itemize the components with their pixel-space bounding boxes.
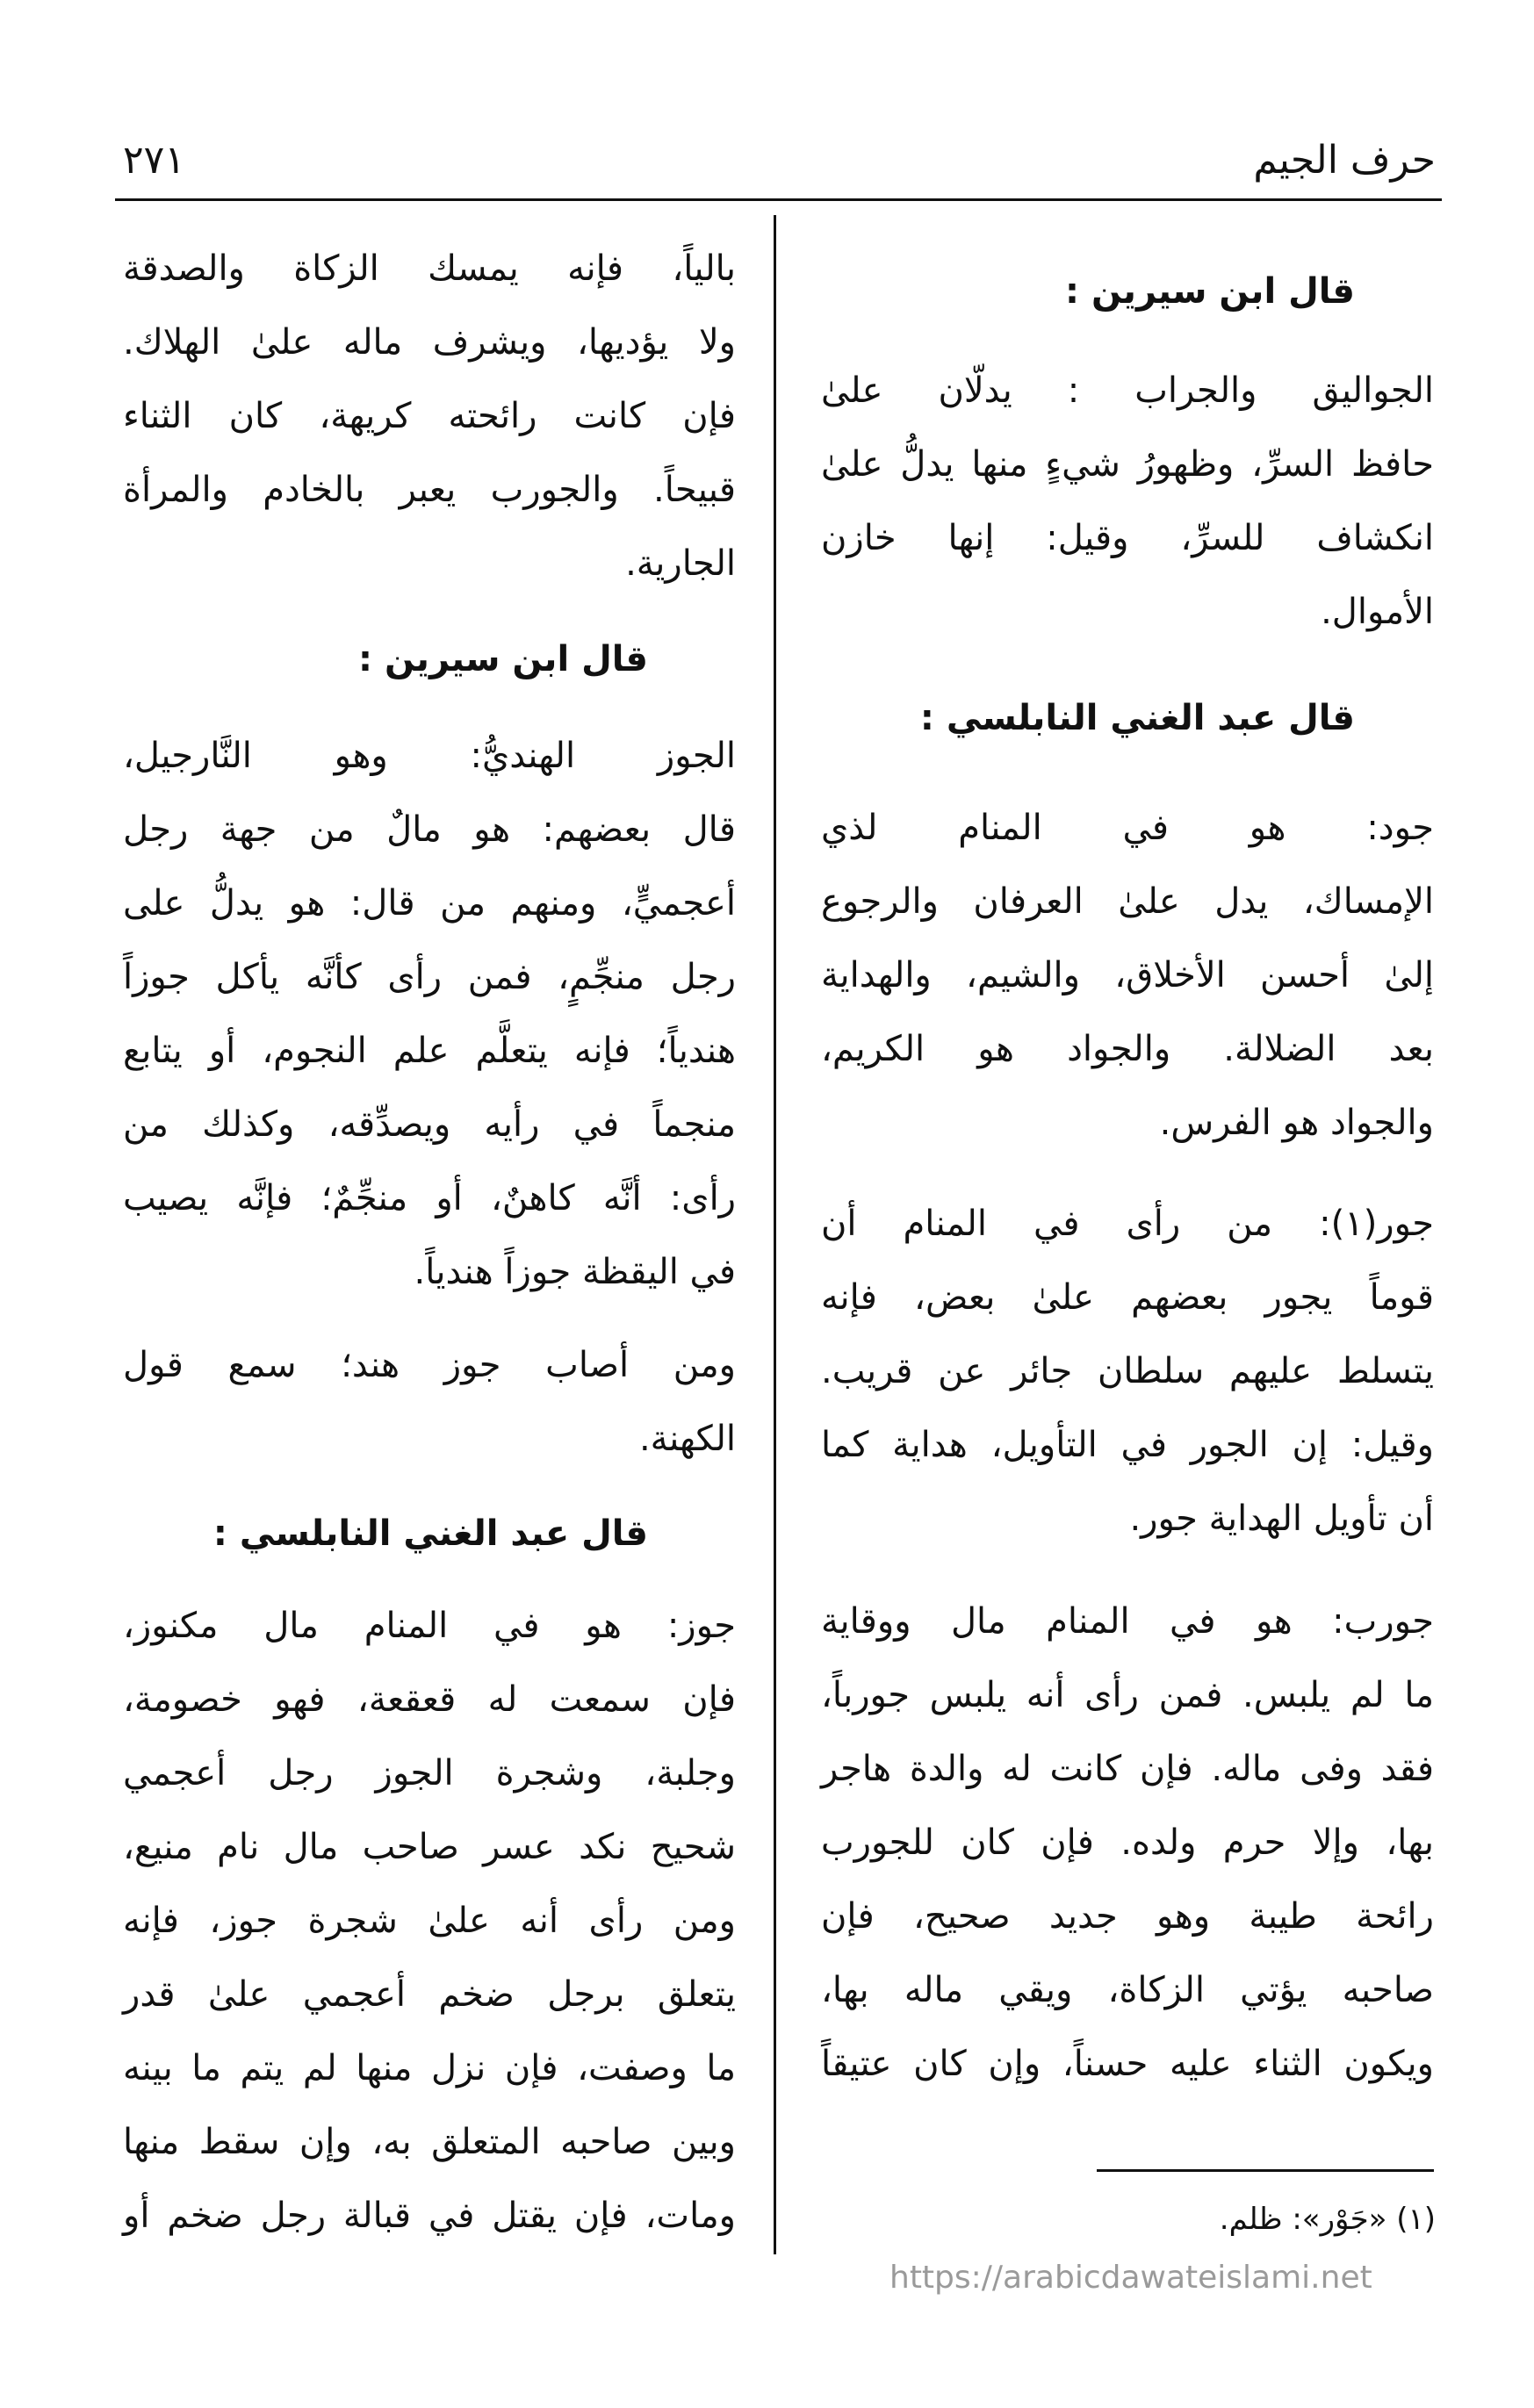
text-line: أعجميٍّ، ومنهم من قال: هو يدلُّ على	[123, 883, 736, 924]
text-line: بعد الضلالة. والجواد هو الكريم،	[821, 1029, 1434, 1069]
text-line: الكهنة.	[638, 1419, 736, 1459]
section-heading	[821, 681, 1434, 755]
footnote-rule	[1097, 2169, 1434, 2172]
text-line: يتسلط عليهم سلطان جائر عن قريب.	[821, 1351, 1434, 1391]
text-line: قال ابن سيرين :	[358, 639, 648, 679]
running-header-title: حرف الجيم	[1253, 138, 1436, 183]
text-line: يتعلق برجل ضخم أعجمي علىٰ قدر	[123, 1974, 736, 2015]
text-line: وقيل: إن الجور في التأويل، هداية كما	[821, 1425, 1434, 1465]
text-line: جورب: هو في المنام مال ووقاية	[821, 1601, 1434, 1642]
text-line: قال ابن سيرين :	[1065, 271, 1355, 312]
text-line: وجلبة، وشجرة الجوز رجل أعجمي	[123, 1753, 736, 1793]
paragraph	[821, 1585, 1434, 2101]
text-line: منجماً في رأيه ويصدِّقه، وكذلك من	[123, 1104, 736, 1145]
text-line: فإن كانت رائحته كريهة، كان الثناء	[123, 396, 736, 436]
text-line: والجواد هو الفرس.	[1159, 1103, 1434, 1143]
text-line: الجواليق والجراب : يدلّان علىٰ	[821, 370, 1434, 411]
paragraph	[123, 719, 736, 1309]
text-line: الأموال.	[1321, 592, 1434, 632]
paragraph	[821, 1187, 1434, 1556]
text-line: جوز: هو في المنام مال مكنوز،	[123, 1606, 736, 1646]
text-line: الجوز الهنديُّ: وهو النَّارجيل،	[123, 736, 736, 776]
text-line: رأى: أنَّه كاهنٌ، أو منجِّمٌ؛ فإنَّه يصيب	[123, 1178, 736, 1218]
text-line: الإمساك، يدل علىٰ العرفان والرجوع	[821, 881, 1434, 922]
text-line: هندياً؛ فإنه يتعلَّم علم النجوم، أو يتابع	[123, 1031, 736, 1071]
text-line: قوماً يجور بعضهم علىٰ بعض، فإنه	[821, 1277, 1434, 1318]
text-line: الجارية.	[625, 543, 736, 584]
text-line: بها، وإلا حرم ولده. فإن كان للجورب	[821, 1822, 1434, 1863]
text-line: في اليقظة جوزاً هندياً.	[414, 1252, 736, 1292]
paragraph	[123, 232, 736, 600]
paragraph	[821, 791, 1434, 1160]
paragraph	[123, 1328, 736, 1476]
text-line: ويكون الثناء عليه حسناً، وإن كان عتيقاً	[821, 2044, 1434, 2084]
left-column	[123, 0, 736, 2408]
text-line: ومن رأى أنه علىٰ شجرة جوز، فإنه	[123, 1901, 736, 1941]
section-heading	[821, 255, 1434, 328]
text-line: وبين صاحبه المتعلق به، وإن سقط منها	[123, 2122, 736, 2162]
text-line: رجل منجِّمٍ، فمن رأى كأنَّه يأكل جوزاً	[123, 957, 736, 997]
footnote: (١) «جَوْر»: ظلم.	[1219, 2202, 1436, 2237]
text-line: جود: هو في المنام لذي	[821, 808, 1434, 848]
text-line: قال بعضهم: هو مالٌ من جهة رجل	[123, 809, 736, 850]
text-line: ومن أصاب جوز هند؛ سمع قول	[123, 1345, 736, 1385]
paragraph	[821, 354, 1434, 649]
text-line: أن تأويل الهداية جور.	[1129, 1499, 1434, 1539]
text-line: رائحة طيبة وهو جديد صحيح، فإن	[821, 1896, 1434, 1937]
text-line: بالياً، فإنه يمسك الزكاة والصدقة	[123, 248, 736, 289]
text-line: جور(١): من رأى في المنام أن	[821, 1204, 1434, 1244]
column-divider	[774, 215, 776, 2254]
text-line: ما وصفت، فإن نزل منها لم يتم ما بينه	[123, 2048, 736, 2088]
text-line: شحيح نكد عسر صاحب مال نام منيع،	[123, 1827, 736, 1867]
text-line: صاحبه يؤتي الزكاة، ويقي ماله بها،	[821, 1970, 1434, 2010]
right-column	[821, 0, 1434, 2408]
text-line: قبيحاً. والجورب يعبر بالخادم والمرأة	[123, 470, 736, 510]
text-line: حافظ السرِّ، وظهورُ شيءٍ منها يدلُّ علىٰ	[821, 444, 1434, 485]
text-line: قال عبد الغني النابلسي :	[212, 1513, 648, 1554]
watermark-url: https://arabicdawateislami.net	[889, 2260, 1372, 2296]
text-line: ولا يؤديها، ويشرف ماله علىٰ الهلاك.	[123, 322, 736, 363]
page-number: ٢٧١	[123, 138, 185, 183]
section-heading	[123, 622, 736, 696]
paragraph	[123, 1589, 736, 2253]
section-heading	[123, 1497, 736, 1571]
text-line: انكشاف للسرِّ، وقيل: إنها خازن	[821, 518, 1434, 558]
text-line: فإن سمعت له قعقعة، فهو خصومة،	[123, 1679, 736, 1720]
text-line: فقد وفى ماله. فإن كانت له والدة هاجر	[821, 1749, 1434, 1789]
text-line: ومات، فإن يقتل في قبالة رجل ضخم أو	[123, 2196, 736, 2236]
text-line: ما لم يلبس. فمن رأى أنه يلبس جورباً،	[821, 1675, 1434, 1715]
text-line: قال عبد الغني النابلسي :	[919, 698, 1355, 738]
text-line: إلىٰ أحسن الأخلاق، والشيم، والهداية	[821, 955, 1434, 996]
